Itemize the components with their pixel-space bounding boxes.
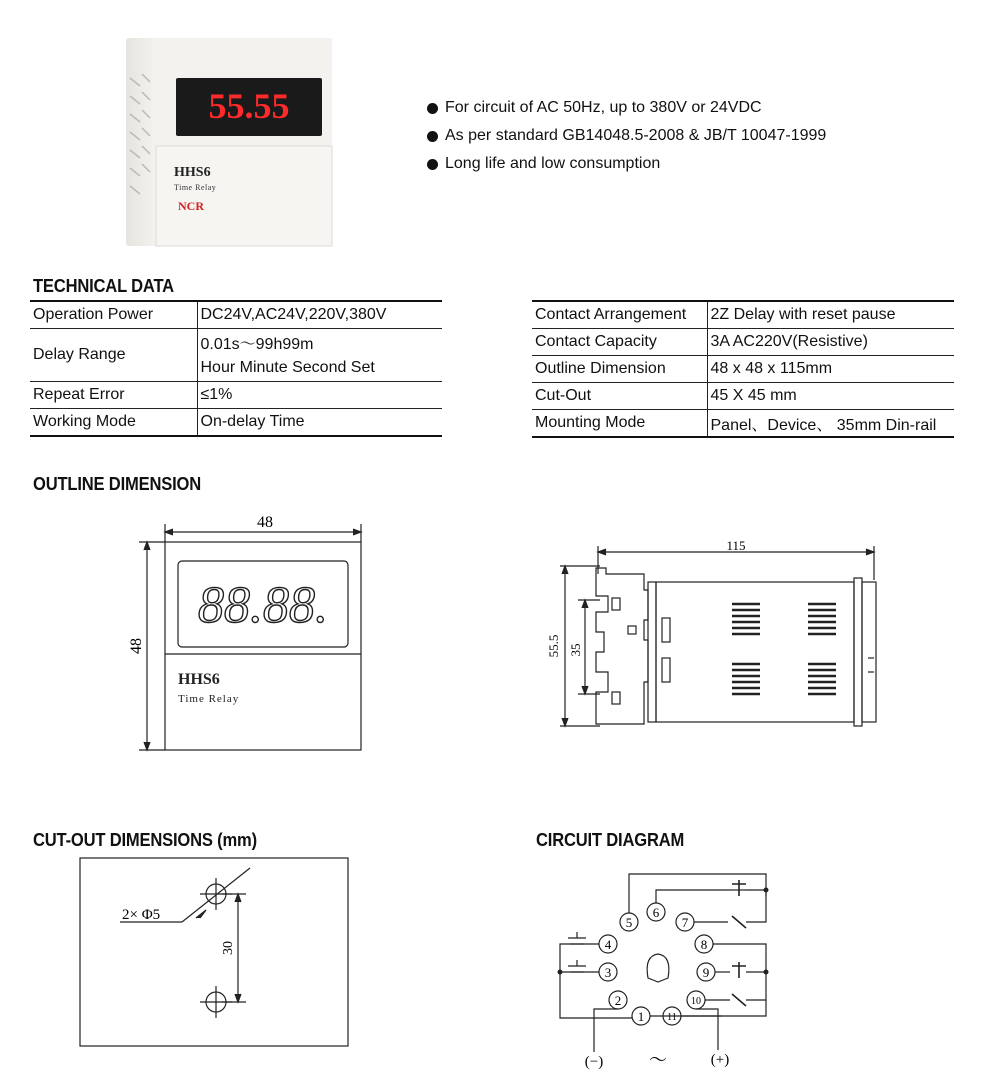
working-mode-label: Working Mode — [30, 409, 197, 437]
feature-list — [427, 94, 826, 178]
pin-5-label: 5 — [625, 915, 633, 930]
minus-terminal-label: (−) — [584, 1054, 604, 1070]
side-length-dimension: 115 — [726, 538, 746, 553]
working-mode-value: On-delay Time — [197, 409, 442, 437]
side-rail-dimension: 35 — [568, 643, 583, 657]
circuit-drawing — [552, 866, 778, 1080]
bullet-icon — [427, 103, 438, 114]
cutout-spacing-label: 30 — [221, 941, 236, 955]
cut-out-label: Cut-Out — [532, 383, 707, 410]
pin-7-label: 7 — [681, 915, 689, 930]
product-photo — [120, 38, 335, 248]
pin-11-label: 11 — [667, 1012, 677, 1023]
contact-arrangement-value: 2Z Delay with reset pause — [707, 301, 954, 329]
operation-power-label: Operation Power — [30, 301, 197, 329]
technical-data-title: TECHNICAL DATA — [33, 276, 174, 296]
contact-capacity-value: 3A AC220V(Resistive) — [707, 329, 954, 356]
delay-range-value-2: Hour Minute Second Set — [197, 355, 442, 382]
mounting-mode-value: Panel、Device、 35mm Din-rail — [707, 410, 954, 438]
cutout-drawing — [70, 856, 362, 1052]
pin-8-label: 8 — [700, 937, 708, 952]
pin-6-label: 6 — [652, 905, 660, 920]
pin-4-label: 4 — [604, 937, 612, 952]
tech-table-right — [532, 300, 954, 438]
cutout-holes-label: 2× Φ5 — [122, 907, 161, 923]
bullet-icon — [427, 159, 438, 170]
front-height-dimension: 48 — [128, 638, 145, 654]
feature-item: For circuit of AC 50Hz, up to 380V or 24VDC — [427, 94, 826, 122]
front-view-drawing — [115, 512, 377, 762]
outline-dimension-title: OUTLINE DIMENSION — [33, 474, 202, 494]
plus-terminal-label: (+) — [710, 1052, 730, 1068]
pin-1-label: 1 — [637, 1009, 645, 1024]
circuit-diagram-title: CIRCUIT DIAGRAM — [536, 830, 685, 850]
pin-9-label: 9 — [702, 965, 710, 980]
front-display: 88.88. — [198, 577, 328, 634]
contact-arrangement-label: Contact Arrangement — [532, 301, 707, 329]
front-model: HHS6 — [178, 671, 220, 688]
mounting-mode-label: Mounting Mode — [532, 410, 707, 438]
cutout-dimensions-title: CUT-OUT DIMENSIONS (mm) — [33, 830, 257, 850]
pin-3-label: 3 — [604, 965, 612, 980]
photo-display: 55.55 — [208, 86, 290, 126]
repeat-error-value: ≤1% — [197, 382, 442, 409]
repeat-error-label: Repeat Error — [30, 382, 197, 409]
front-width-dimension: 48 — [257, 514, 273, 531]
ac-terminal-label: ～ — [649, 1050, 667, 1070]
contact-capacity-label: Contact Capacity — [532, 329, 707, 356]
photo-model: HHS6 — [174, 165, 211, 180]
feature-item: Long life and low consumption — [427, 150, 826, 178]
photo-logo: NCR — [178, 199, 204, 213]
pin-2-label: 2 — [614, 993, 622, 1008]
side-height-dimension: 55.5 — [546, 634, 561, 658]
feature-item: As per standard GB14048.5-2008 & JB/T 10047-1999 — [427, 122, 826, 150]
bullet-icon — [427, 131, 438, 142]
outline-dimension-value: 48 x 48 x 115mm — [707, 356, 954, 383]
tech-table-left — [30, 300, 442, 437]
delay-range-label: Delay Range — [30, 329, 197, 382]
outline-dimension-label: Outline Dimension — [532, 356, 707, 383]
delay-range-value-1: 0.01s～99h99m — [197, 329, 442, 356]
side-view-drawing — [540, 532, 898, 734]
photo-subtitle: Time Relay — [174, 183, 217, 192]
cut-out-value: 45 X 45 mm — [707, 383, 954, 410]
front-subtitle: Time Relay — [178, 693, 240, 705]
pin-10-label: 10 — [691, 996, 701, 1007]
operation-power-value: DC24V,AC24V,220V,380V — [197, 301, 442, 329]
